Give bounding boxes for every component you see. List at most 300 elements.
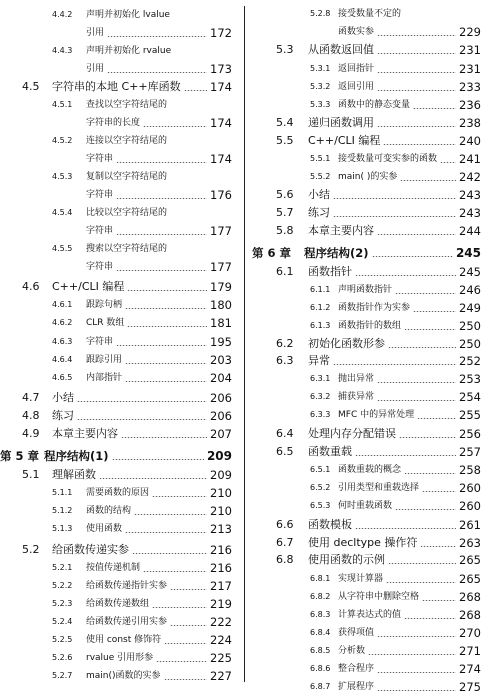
toc-entry-page: 238 xyxy=(459,116,481,130)
toc-entry-number: 4.5.2 xyxy=(52,136,73,145)
toc-entry xyxy=(252,41,485,59)
toc-entry-page: 224 xyxy=(210,633,232,647)
toc-entry xyxy=(252,534,485,552)
toc-entry-page: 174 xyxy=(210,116,232,130)
dot-leader xyxy=(116,270,207,271)
toc-entry-page: 227 xyxy=(210,669,232,683)
toc-entry-title: 函数指针作为实参 xyxy=(338,303,411,313)
toc-entry-number: 4.5.1 xyxy=(52,100,73,109)
toc-entry xyxy=(252,660,485,678)
toc-entry xyxy=(252,642,485,660)
toc-entry xyxy=(0,389,236,407)
toc-entry-number: 5.1.3 xyxy=(52,524,73,533)
toc-entry-page: 243 xyxy=(459,206,481,220)
toc-entry-page: 229 xyxy=(459,25,481,39)
dot-leader xyxy=(388,563,456,564)
toc-entry-page: 231 xyxy=(459,62,481,76)
toc-entry xyxy=(0,258,236,276)
dot-leader xyxy=(77,419,207,420)
toc-entry xyxy=(0,132,236,150)
dot-leader xyxy=(132,553,207,554)
dot-leader xyxy=(372,256,453,257)
dot-leader xyxy=(184,90,207,91)
toc-entry-number: 6.8.2 xyxy=(310,592,331,601)
dot-leader xyxy=(422,600,456,601)
toc-entry-title: 处理内存分配错误 xyxy=(308,427,396,440)
dot-leader xyxy=(395,293,456,294)
toc-entry-page: 206 xyxy=(210,391,232,405)
toc-entry xyxy=(252,168,485,186)
toc-entry-number: 5.2.7 xyxy=(52,671,73,680)
toc-entry xyxy=(252,370,485,388)
toc-entry-number: 5.5 xyxy=(276,134,294,147)
toc-entry-number: 6.4 xyxy=(276,427,294,440)
toc-entry-page: 206 xyxy=(210,409,232,423)
toc-entry-page: 254 xyxy=(459,390,481,404)
dot-leader xyxy=(377,234,456,235)
toc-entry xyxy=(0,186,236,204)
dot-leader xyxy=(143,571,207,572)
toc-entry-number: 6.1 xyxy=(276,265,294,278)
toc-entry xyxy=(0,150,236,168)
toc-entry-title: 字符串的长度 xyxy=(86,118,141,128)
toc-entry-title: 函数实参 xyxy=(338,27,375,37)
toc-entry-title: 字符串 xyxy=(86,226,114,236)
toc-entry-page: 268 xyxy=(459,608,481,622)
toc-entry xyxy=(0,466,236,484)
toc-entry-title: 引用 xyxy=(86,28,105,38)
dot-leader xyxy=(420,546,456,547)
toc-entry xyxy=(252,186,485,204)
toc-entry-page: 250 xyxy=(459,337,481,351)
dot-leader xyxy=(116,198,207,199)
dot-leader xyxy=(377,382,456,383)
toc-entry-title: main( )的实参 xyxy=(338,172,398,182)
toc-entry-title: C++/CLI 编程 xyxy=(52,280,125,293)
toc-entry xyxy=(252,406,485,424)
toc-entry-title: 程序结构(1) xyxy=(44,449,109,463)
toc-entry-number: 5.5.2 xyxy=(310,172,331,181)
dot-leader xyxy=(125,532,207,533)
dot-leader xyxy=(413,108,456,109)
toc-entry xyxy=(252,244,485,262)
toc-entry-title: 计算表达式的值 xyxy=(338,610,402,620)
dot-leader xyxy=(422,491,456,492)
toc-entry-number: 6.3.2 xyxy=(310,392,331,401)
toc-entry xyxy=(252,388,485,406)
toc-entry-page: 261 xyxy=(459,518,481,532)
toc-entry-page: 176 xyxy=(210,188,232,202)
toc-entry xyxy=(252,624,485,642)
toc-entry-page: 195 xyxy=(210,335,232,349)
toc-entry-number: 5.3.2 xyxy=(310,82,331,91)
toc-entry-page: 222 xyxy=(210,615,232,629)
toc-entry-page: 240 xyxy=(459,134,481,148)
toc-entry xyxy=(0,631,236,649)
toc-entry xyxy=(252,5,485,23)
toc-entry-title: 小结 xyxy=(308,188,330,201)
toc-entry-title: 比较以空字符结尾的 xyxy=(86,208,168,218)
toc-entry xyxy=(252,96,485,114)
dot-leader xyxy=(116,234,207,235)
toc-entry-title: 跟踪引用 xyxy=(86,355,123,365)
toc-entry-number: 6.5 xyxy=(276,445,294,458)
dot-leader xyxy=(152,496,207,497)
toc-entry-title: 获得项值 xyxy=(338,628,375,638)
toc-entry xyxy=(0,78,236,96)
dot-leader xyxy=(377,126,456,127)
toc-entry xyxy=(0,613,236,631)
dot-leader xyxy=(156,661,207,662)
toc-entry-title: main()函数的实参 xyxy=(86,671,161,681)
toc-entry-number: 4.9 xyxy=(22,427,40,440)
toc-entry-title: 使用 decltype 操作符 xyxy=(308,536,418,549)
toc-entry-title: 需要函数的原因 xyxy=(86,488,150,498)
toc-entry-number: 6.6 xyxy=(276,518,294,531)
toc-entry-title: 整合程序 xyxy=(338,664,375,674)
toc-entry-page: 263 xyxy=(459,536,481,550)
toc-entry-page: 258 xyxy=(459,463,481,477)
toc-entry xyxy=(0,577,236,595)
dot-leader xyxy=(112,459,204,460)
toc-entry-title: 使用 const 修饰符 xyxy=(86,635,162,645)
toc-entry-page: 180 xyxy=(210,298,232,312)
toc-entry-number: 5.2.6 xyxy=(52,653,73,662)
toc-entry-title: 跟踪句柄 xyxy=(86,300,123,310)
toc-entry xyxy=(252,606,485,624)
toc-entry-title: 按值传递机制 xyxy=(86,563,141,573)
toc-entry-title: CLR 数组 xyxy=(86,318,125,328)
toc-entry-number: 4.6.2 xyxy=(52,318,73,327)
toc-entry-title: 连接以空字符结尾的 xyxy=(86,136,168,146)
toc-entry-title: 本章主要内容 xyxy=(52,427,118,440)
toc-entry xyxy=(0,595,236,613)
toc-entry-number: 6.3.3 xyxy=(310,410,331,419)
toc-entry xyxy=(252,299,485,317)
toc-entry-number: 5.2.8 xyxy=(310,9,331,18)
toc-entry-title: 分析数 xyxy=(338,646,366,656)
toc-entry-title: 查找以空字符结尾的 xyxy=(86,100,168,110)
toc-entry-number: 5.3.1 xyxy=(310,64,331,73)
toc-entry-number: 5.2.2 xyxy=(52,581,73,590)
toc-entry-number: 5.5.1 xyxy=(310,154,331,163)
toc-entry xyxy=(0,559,236,577)
toc-entry xyxy=(0,520,236,538)
dot-leader xyxy=(125,308,207,309)
dot-leader xyxy=(164,679,207,680)
toc-entry-number: 4.4.2 xyxy=(52,10,73,19)
toc-entry xyxy=(252,23,485,41)
toc-entry xyxy=(252,222,485,240)
toc-entry-page: 216 xyxy=(210,543,232,557)
toc-entry-number: 4.4.3 xyxy=(52,46,73,55)
dot-leader xyxy=(377,53,456,54)
dot-leader xyxy=(400,180,456,181)
dot-leader xyxy=(368,654,456,655)
toc-entry-number: 4.5.4 xyxy=(52,208,73,217)
toc-entry-number: 6.7 xyxy=(276,536,294,549)
toc-entry-title: 接受数量可变实参的函数 xyxy=(338,154,438,164)
toc-entry xyxy=(0,96,236,114)
toc-entry xyxy=(252,678,485,696)
toc-entry xyxy=(0,667,236,685)
toc-entry xyxy=(0,114,236,132)
toc-entry-page: 268 xyxy=(459,590,481,604)
toc-entry xyxy=(252,352,485,370)
toc-entry xyxy=(0,296,236,314)
toc-entry-number: 6.1.1 xyxy=(310,285,331,294)
toc-entry-page: 181 xyxy=(210,316,232,330)
toc-entry-number: 6.8 xyxy=(276,553,294,566)
toc-entry xyxy=(0,333,236,351)
toc-entry-page: 265 xyxy=(459,572,481,586)
dot-leader xyxy=(388,347,456,348)
dot-leader xyxy=(377,72,456,73)
toc-entry-title: 函数指针 xyxy=(308,265,352,278)
dot-leader xyxy=(404,473,456,474)
dot-leader xyxy=(333,198,456,199)
toc-entry-title: C++/CLI 编程 xyxy=(308,134,381,147)
toc-entry-page: 216 xyxy=(210,561,232,575)
toc-entry-number: 5.3.3 xyxy=(310,100,331,109)
toc-entry xyxy=(0,351,236,369)
dot-leader xyxy=(355,455,456,456)
toc-entry xyxy=(252,204,485,222)
toc-entry-number: 5.1 xyxy=(22,468,40,481)
toc-entry-page: 260 xyxy=(459,499,481,513)
toc-entry-number: 6.5.1 xyxy=(310,465,331,474)
toc-entry-title: 初始化函数形参 xyxy=(308,337,385,350)
toc-entry-page: 233 xyxy=(459,80,481,94)
dot-leader xyxy=(377,690,456,691)
toc-entry-number: 6.8.1 xyxy=(310,574,331,583)
toc-entry-title: 字符串的本地 C++库函数 xyxy=(52,80,181,93)
toc-entry-page: 275 xyxy=(459,680,481,694)
toc-entry-title: 搜索以空字符结尾的 xyxy=(86,244,168,254)
toc-entry-number: 第 5 章 xyxy=(0,449,40,463)
toc-entry-title: 函数指针的数组 xyxy=(338,321,402,331)
toc-entry xyxy=(252,516,485,534)
toc-entry-number: 5.6 xyxy=(276,188,294,201)
toc-entry-page: 274 xyxy=(459,662,481,676)
toc-entry-title: 字符串 xyxy=(86,337,114,347)
toc-entry-page: 270 xyxy=(459,626,481,640)
toc-entry xyxy=(0,484,236,502)
dot-leader xyxy=(404,329,456,330)
dot-leader xyxy=(413,311,456,312)
toc-entry-title: 接受数量不定的 xyxy=(338,9,402,19)
toc-entry-page: 213 xyxy=(210,522,232,536)
toc-entry-page: 179 xyxy=(210,280,232,294)
toc-entry-title: 内部指针 xyxy=(86,373,123,383)
toc-entry-page: 249 xyxy=(459,301,481,315)
toc-entry-page: 172 xyxy=(210,26,232,40)
dot-leader xyxy=(127,290,207,291)
toc-entry xyxy=(0,42,236,60)
toc-entry xyxy=(252,114,485,132)
toc-entry-title: 给函数传递引用实参 xyxy=(86,617,168,627)
toc-entry xyxy=(0,314,236,332)
toc-entry-number: 6.5.2 xyxy=(310,483,331,492)
toc-entry xyxy=(252,479,485,497)
toc-entry-title: 声明并初始化 rvalue xyxy=(86,46,172,56)
toc-entry-title: 捕获异常 xyxy=(338,392,375,402)
dot-leader xyxy=(377,90,456,91)
toc-entry-page: 236 xyxy=(459,98,481,112)
toc-entry-number: 4.6.3 xyxy=(52,337,73,346)
toc-entry-number: 5.4 xyxy=(276,116,294,129)
toc-entry-page: 253 xyxy=(459,372,481,386)
toc-entry-title: 字符串 xyxy=(86,154,114,164)
toc-entry-page: 244 xyxy=(459,224,481,238)
toc-entry-number: 6.2 xyxy=(276,337,294,350)
toc-entry-page: 246 xyxy=(459,283,481,297)
toc-entry xyxy=(252,317,485,335)
toc-entry-number: 6.3 xyxy=(276,354,294,367)
toc-entry-page: 173 xyxy=(210,62,232,76)
toc-entry-title: 使用函数 xyxy=(86,524,123,534)
toc-entry xyxy=(0,649,236,667)
toc-entry-page: 260 xyxy=(459,481,481,495)
toc-entry-page: 245 xyxy=(455,246,481,260)
toc-entry-page: 257 xyxy=(459,445,481,459)
toc-entry-page: 219 xyxy=(210,597,232,611)
toc-entry-page: 177 xyxy=(210,260,232,274)
dot-leader xyxy=(333,216,456,217)
toc-entry xyxy=(0,6,236,24)
dot-leader xyxy=(121,437,207,438)
toc-entry xyxy=(0,425,236,443)
toc-entry-title: 引用 xyxy=(86,64,105,74)
toc-entry-page: 209 xyxy=(210,468,232,482)
toc-entry-title: MFC 中的异常处理 xyxy=(338,410,415,420)
toc-entry-title: 异常 xyxy=(308,354,330,367)
toc-entry-number: 5.2.1 xyxy=(52,563,73,572)
toc-entry xyxy=(0,168,236,186)
dot-leader xyxy=(134,514,207,515)
toc-entry-number: 4.6.1 xyxy=(52,300,73,309)
dot-leader xyxy=(152,607,207,608)
toc-entry-number: 5.8 xyxy=(276,224,294,237)
toc-entry-title: 实现计算器 xyxy=(338,574,384,584)
toc-entry-title: 字符串 xyxy=(86,190,114,200)
column-divider xyxy=(244,6,245,682)
toc-entry xyxy=(252,78,485,96)
dot-leader xyxy=(125,363,207,364)
toc-entry xyxy=(252,60,485,78)
dot-leader xyxy=(377,672,456,673)
toc-entry-title: 从字符串中删除空格 xyxy=(338,592,420,602)
toc-entry-title: 字符串 xyxy=(86,262,114,272)
toc-entry-page: 204 xyxy=(210,371,232,385)
toc-entry-title: 给函数传递实参 xyxy=(52,543,129,556)
toc-entry-number: 4.6.5 xyxy=(52,373,73,382)
toc-entry xyxy=(0,24,236,42)
toc-entry-page: 241 xyxy=(459,152,481,166)
toc-entry-title: 何时重载函数 xyxy=(338,501,393,511)
toc-entry-number: 6.8.3 xyxy=(310,610,331,619)
toc-entry-number: 第 6 章 xyxy=(252,246,292,260)
toc-entry-title: 使用函数的示例 xyxy=(308,553,385,566)
toc-entry-page: 225 xyxy=(210,651,232,665)
toc-entry-page: 207 xyxy=(210,427,232,441)
toc-entry-number: 5.3 xyxy=(276,43,294,56)
toc-entry-number: 4.7 xyxy=(22,391,40,404)
toc-entry-title: 给函数传递数组 xyxy=(86,599,150,609)
toc-entry-title: 递归函数调用 xyxy=(308,116,374,129)
toc-entry xyxy=(252,281,485,299)
toc-entry xyxy=(252,588,485,606)
toc-entry-title: 函数模板 xyxy=(308,518,352,531)
toc-entry-title: 理解函数 xyxy=(52,468,96,481)
toc-entry-title: 小结 xyxy=(52,391,74,404)
toc-entry-page: 210 xyxy=(210,504,232,518)
toc-entry-page: 203 xyxy=(210,353,232,367)
toc-entry-title: 抛出异常 xyxy=(338,374,375,384)
toc-entry-number: 6.8.5 xyxy=(310,646,331,655)
dot-leader xyxy=(395,509,456,510)
toc-entry xyxy=(252,132,485,150)
toc-entry-title: 返回指针 xyxy=(338,64,375,74)
toc-entry xyxy=(252,443,485,461)
dot-leader xyxy=(116,162,207,163)
dot-leader xyxy=(383,144,456,145)
toc-entry-page: 252 xyxy=(459,354,481,368)
dot-leader xyxy=(164,643,207,644)
dot-leader xyxy=(333,364,456,365)
toc-entry-page: 231 xyxy=(459,43,481,57)
toc-entry-title: 从函数返回值 xyxy=(308,43,374,56)
toc-entry xyxy=(252,263,485,281)
toc-entry xyxy=(0,407,236,425)
toc-entry-number: 4.6.4 xyxy=(52,355,73,364)
toc-entry xyxy=(0,204,236,222)
dot-leader xyxy=(116,345,207,346)
toc-entry-title: 声明并初始化 lvalue xyxy=(86,10,170,20)
toc-entry-number: 5.1.2 xyxy=(52,506,73,515)
dot-leader xyxy=(127,326,207,327)
toc-entry-number: 5.1.1 xyxy=(52,488,73,497)
toc-entry-page: 250 xyxy=(459,319,481,333)
dot-leader xyxy=(170,589,207,590)
toc-entry-page: 243 xyxy=(459,188,481,202)
toc-entry-title: 给函数传递指针实参 xyxy=(86,581,168,591)
toc-entry-number: 5.7 xyxy=(276,206,294,219)
toc-entry-number: 5.2 xyxy=(22,543,40,556)
dot-leader xyxy=(417,418,456,419)
toc-entry-number: 6.1.3 xyxy=(310,321,331,330)
toc-entry xyxy=(0,222,236,240)
toc-entry-page: 255 xyxy=(459,408,481,422)
toc-entry-title: 复制以空字符结尾的 xyxy=(86,172,168,182)
toc-entry-page: 217 xyxy=(210,579,232,593)
toc-entry-title: 返回引用 xyxy=(338,82,375,92)
toc-entry xyxy=(0,502,236,520)
dot-leader xyxy=(399,437,456,438)
dot-leader xyxy=(386,582,456,583)
toc-entry-number: 6.8.4 xyxy=(310,628,331,637)
toc-entry-title: 练习 xyxy=(308,206,330,219)
toc-entry-title: 函数重载的概念 xyxy=(338,465,402,475)
toc-entry-title: 引用类型和重载选择 xyxy=(338,483,420,493)
dot-leader xyxy=(170,625,207,626)
dot-leader xyxy=(99,478,207,479)
toc-entry-page: 177 xyxy=(210,224,232,238)
dot-leader xyxy=(355,528,456,529)
toc-entry-number: 6.1.2 xyxy=(310,303,331,312)
toc-entry-title: 扩展程序 xyxy=(338,682,375,692)
toc-entry-number: 4.5 xyxy=(22,80,40,93)
